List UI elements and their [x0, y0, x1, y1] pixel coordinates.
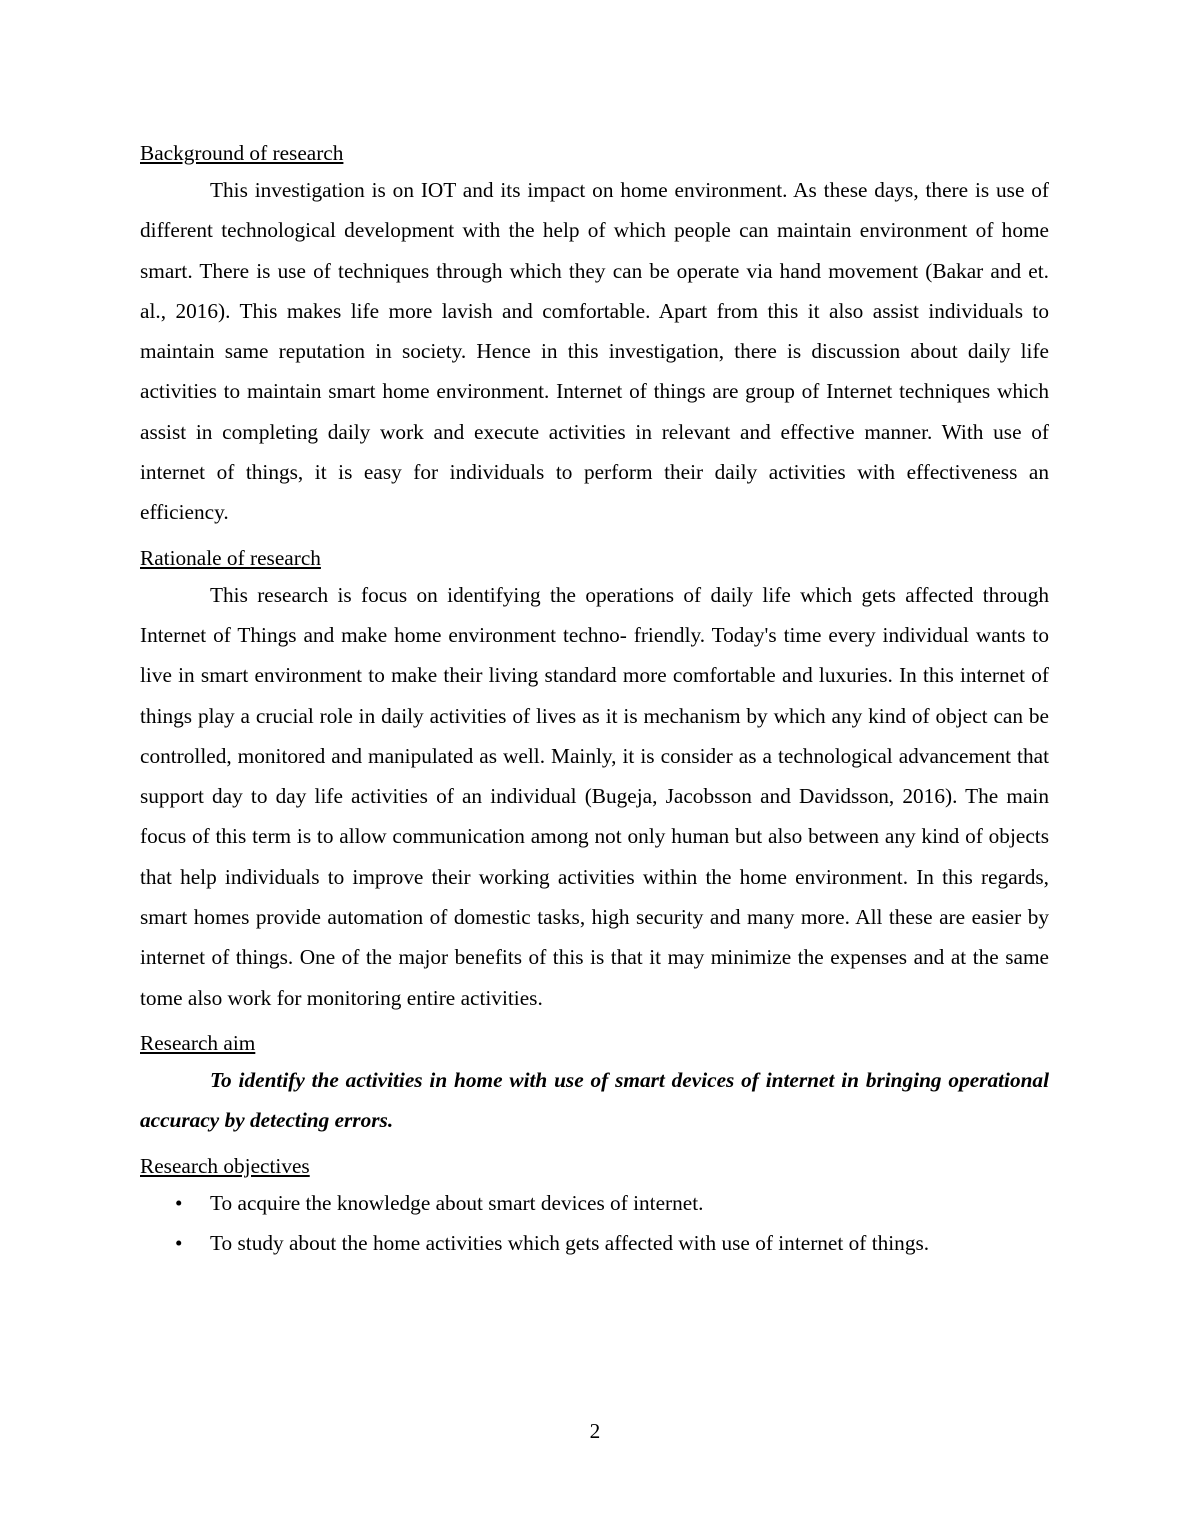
objective-text: To acquire the knowledge about smart devices of internet. — [210, 1190, 704, 1215]
aim-heading: Research aim — [140, 1030, 256, 1055]
rationale-heading: Rationale of research — [140, 545, 321, 570]
background-heading: Background of research — [140, 141, 344, 165]
objective-text: To study about the home activities which gets affected with use of internet of things. — [210, 1230, 930, 1255]
bullet-icon: • — [175, 1230, 183, 1255]
rationale-paragraph: This research is focus on identifying the operations of daily life which gets affected through Internet of Things and make home environment techno- friendly. Today's time every individual wants to live in smart environment to make their living standard more comfortable and luxuries. In this internet of things play a crucial role in daily activities of lives as it is mechanism by which any kind of object can be controlled, monitored and manipulated as well. Mainly, it is consider as a technological advancement that support day to day life activities of an individual (Bugeja, Jacobsson and Davidsson, 2016). The main focus of this term is to allow communication among not only human but also between any kind of objects that help individuals to improve their working activities within the home environment. In this regards, smart homes provide automation of domestic tasks, high security and many more. All these are easier by internet of things. One of the major benefits of this is that it may minimize the expenses and at the same tome also work for monitoring entire activities. — [140, 582, 1049, 1010]
list-item — [140, 1223, 1049, 1263]
objectives-list — [140, 1183, 1049, 1263]
bullet-icon: • — [175, 1190, 183, 1215]
list-item — [140, 1183, 1049, 1223]
document-body — [140, 139, 1049, 1263]
objectives-heading: Research objectives — [140, 1153, 310, 1178]
page-number: 2 — [589, 1419, 601, 1443]
background-paragraph: This investigation is on IOT and its impact on home environment. As these days, there is use of different technological development with the help of which people can maintain environment of home smart. There is use of techniques through which they can be operate via hand movement (Bakar and et. al., 2016). This makes life more lavish and comfortable. Apart from this it also assist individuals to maintain same reputation in society. Hence in this investigation, there is discussion about daily life activities to maintain smart home environment. Internet of things are group of Internet techniques which assist in completing daily work and execute activities in relevant and effective manner. With use of internet of things, it is easy for individuals to perform their daily activities with effectiveness an efficiency. — [140, 178, 1049, 525]
aim-statement: To identify the activities in home with use of smart devices of internet in bringing operational accuracy by detecting errors. — [140, 1067, 1049, 1133]
